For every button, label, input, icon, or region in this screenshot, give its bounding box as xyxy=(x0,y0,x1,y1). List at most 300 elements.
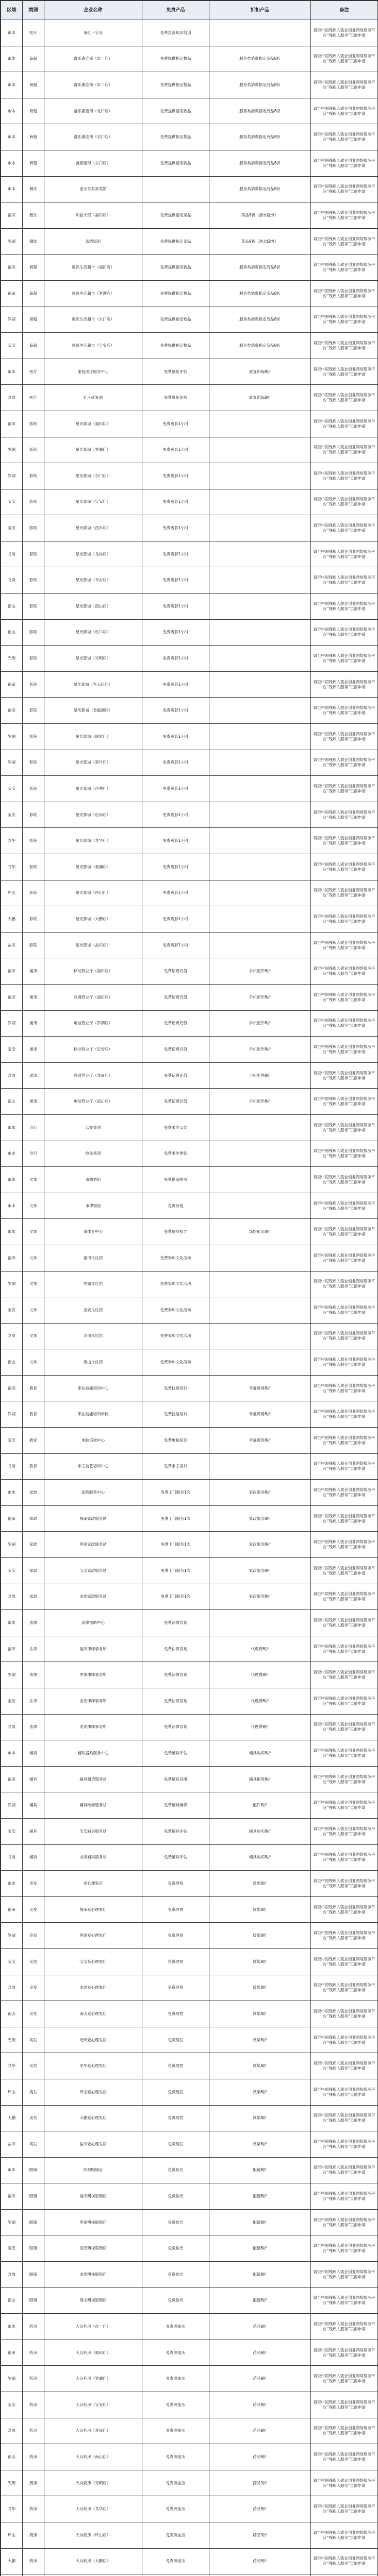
cell-region: 龙华 xyxy=(1,2496,23,2522)
cell-free-product: 免费提供指定物品 xyxy=(142,280,209,307)
cell-company: 康复医疗服务中心 xyxy=(44,359,142,385)
cell-region: 市本 xyxy=(1,2157,23,2183)
cell-discount-product: 手机配件8折 xyxy=(209,1089,311,1115)
table-row xyxy=(1,1871,378,1897)
cell-discount-product: 服务类消费指定商品8折 xyxy=(209,333,311,359)
table-row xyxy=(1,1428,378,1454)
cell-discount-product xyxy=(209,750,311,776)
cell-discount-product: 烫染8折 xyxy=(209,2105,311,2131)
cell-category: 药房 xyxy=(23,2366,44,2392)
table-row xyxy=(1,828,378,854)
cell-region: 罗湖 xyxy=(1,2366,23,2392)
cell-free-product: 免费理发 xyxy=(142,1923,209,1949)
cell-company: 星光影城（龙华店） xyxy=(44,828,142,854)
cell-region: 福田 xyxy=(1,1766,23,1792)
cell-company: 辅具租赁服务站 xyxy=(44,1766,142,1792)
cell-region: 罗湖 xyxy=(1,437,23,463)
cell-discount-product: 康复训练8折 xyxy=(209,385,311,411)
table-row xyxy=(1,228,378,255)
cell-company: 星光影城（翠竹店） xyxy=(44,750,142,776)
cell-discount-product: 辅具购买8折 xyxy=(209,1740,311,1767)
table-row xyxy=(1,1349,378,1376)
cell-discount-product xyxy=(209,828,311,854)
cell-note: 请至中国残疾人就业创业网络服务平台“残疾人服务”页面申请 xyxy=(311,489,378,515)
cell-free-product: 免费参加文化活动 xyxy=(142,1245,209,1271)
cell-discount-product xyxy=(209,1297,311,1324)
table-row xyxy=(1,1896,378,1923)
cell-free-product: 免费借阅图书 xyxy=(142,1167,209,1193)
cell-region: 宝安 xyxy=(1,1818,23,1844)
header-category: 类别 xyxy=(23,1,44,20)
table-row xyxy=(1,307,378,333)
cell-category: 影院 xyxy=(23,776,44,802)
cell-note: 请至中国残疾人就业创业网络服务平台“残疾人服务”页面申请 xyxy=(311,2418,378,2444)
cell-company: 罗湖明视眼镜店 xyxy=(44,2209,142,2235)
cell-note: 请至中国残疾人就业创业网络服务平台“残疾人服务”页面申请 xyxy=(311,1453,378,1480)
cell-free-product: 免费观影1小时 xyxy=(142,828,209,854)
cell-region: 龙岗 xyxy=(1,1975,23,2001)
cell-category: 通讯 xyxy=(23,1037,44,1063)
cell-category: 法律 xyxy=(23,1688,44,1715)
cell-free-product: 免费观影1小时 xyxy=(142,671,209,698)
cell-free-product: 免费法律咨询 xyxy=(142,1714,209,1740)
cell-category: 法律 xyxy=(23,1636,44,1662)
cell-company: 大众药房（市一店） xyxy=(44,2314,142,2340)
cell-region: 福田 xyxy=(1,1505,23,1532)
cell-company: 龙岗明视眼镜店 xyxy=(44,2262,142,2288)
cell-free-product: 免费话费充值 xyxy=(142,958,209,985)
cell-company: 大众药房（大鹏店） xyxy=(44,2548,142,2574)
cell-note: 请至中国残疾人就业创业网络服务平台“残疾人服务”页面申请 xyxy=(311,1505,378,1532)
cell-note: 请至中国残疾人就业创业网络服务平台“残疾人服务”页面申请 xyxy=(311,1636,378,1662)
cell-company: 宝安文化馆 xyxy=(44,1297,142,1324)
cell-discount-product: 场馆租用8折 xyxy=(209,1219,311,1245)
cell-category: 商超 xyxy=(23,333,44,359)
cell-category: 影院 xyxy=(23,567,44,594)
cell-region: 龙岗 xyxy=(1,1062,23,1089)
cell-free-product: 免费话费充值 xyxy=(142,1037,209,1063)
cell-free-product: 免费提供指定物品 xyxy=(142,46,209,72)
cell-note: 请至中国残疾人就业创业网络服务平台“残疾人服务”页面申请 xyxy=(311,1089,378,1115)
cell-company: 大众药房（光明店） xyxy=(44,2470,142,2496)
cell-region: 罗湖 xyxy=(1,2209,23,2235)
cell-company: 龙华爱心理发店 xyxy=(44,2053,142,2079)
cell-free-product: 免费观影1小时 xyxy=(142,750,209,776)
cell-free-product: 免费理发 xyxy=(142,2053,209,2079)
table-row xyxy=(1,2522,378,2549)
cell-discount-product: 手机配件8折 xyxy=(209,1010,311,1037)
cell-region: 市本 xyxy=(1,1871,23,1897)
cell-discount-product: 药品9折 xyxy=(209,2496,311,2522)
cell-company: 星光影城（东门店） xyxy=(44,463,142,489)
cell-category: 教育 xyxy=(23,1375,44,1401)
cell-free-product: 免费观影1小时 xyxy=(142,463,209,489)
table-row xyxy=(1,2496,378,2522)
table-row xyxy=(1,1740,378,1767)
cell-company: 大众药房（宝安店） xyxy=(44,2392,142,2418)
cell-free-product: 免费观影1小时 xyxy=(142,698,209,724)
cell-company: 辅具维修服务站 xyxy=(44,1792,142,1819)
cell-note: 请至中国残疾人就业创业网络服务平台“残疾人服务”页面申请 xyxy=(311,1844,378,1871)
cell-discount-product: 手机配件8折 xyxy=(209,1037,311,1063)
cell-discount-product xyxy=(209,1193,311,1219)
cell-company: 家政服务中心 xyxy=(44,1480,142,1506)
cell-company: 福田爱心理发店 xyxy=(44,1896,142,1923)
cell-note: 请至中国残疾人就业创业网络服务平台“残疾人服务”页面申请 xyxy=(311,2314,378,2340)
cell-note: 请至中国残疾人就业创业网络服务平台“残疾人服务”页面申请 xyxy=(311,1688,378,1715)
cell-company: 手工技艺培训中心 xyxy=(44,1453,142,1480)
table-row xyxy=(1,698,378,724)
cell-discount-product xyxy=(209,1323,311,1349)
cell-category: 美发 xyxy=(23,1896,44,1923)
cell-region: 龙岗 xyxy=(1,541,23,567)
cell-note: 请至中国残疾人就业创业网络服务平台“残疾人服务”页面申请 xyxy=(311,776,378,802)
cell-category: 商超 xyxy=(23,150,44,176)
cell-company: 龙岗文化馆 xyxy=(44,1323,142,1349)
table-row xyxy=(1,359,378,385)
cell-discount-product: 代理费8折 xyxy=(209,1636,311,1662)
cell-note: 请至中国残疾人就业创业网络服务平台“残疾人服务”页面申请 xyxy=(311,411,378,437)
cell-discount-product: 配镜8折 xyxy=(209,2235,311,2262)
cell-category: 美发 xyxy=(23,1871,44,1897)
cell-region: 福田 xyxy=(1,2183,23,2210)
table-row xyxy=(1,280,378,307)
cell-free-product: 免费参加文化活动 xyxy=(142,1349,209,1376)
cell-free-product: 免费观影1小时 xyxy=(142,515,209,541)
table-row xyxy=(1,1453,378,1480)
cell-free-product: 免费理发 xyxy=(142,1871,209,1897)
cell-note: 请至中国残疾人就业创业网络服务平台“残疾人服务”页面申请 xyxy=(311,1532,378,1558)
cell-note: 请至中国残疾人就业创业网络服务平台“残疾人服务”页面申请 xyxy=(311,671,378,698)
cell-free-product: 免费观影1小时 xyxy=(142,776,209,802)
cell-company: 坪山爱心理发店 xyxy=(44,2079,142,2105)
table-row xyxy=(1,2157,378,2183)
cell-company: 大众药房（龙岗店） xyxy=(44,2418,142,2444)
table-row xyxy=(1,1141,378,1167)
cell-category: 药房 xyxy=(23,2444,44,2470)
cell-free-product: 免费手工培训 xyxy=(142,1453,209,1480)
cell-discount-product: 代理费8折 xyxy=(209,1688,311,1715)
cell-free-product: 免费观影1小时 xyxy=(142,906,209,933)
cell-free-product: 免费理发 xyxy=(142,2027,209,2053)
cell-discount-product: 辅具购买8折 xyxy=(209,1818,311,1844)
cell-free-product: 免费上门服务1次 xyxy=(142,1480,209,1506)
cell-note: 请至中国残疾人就业创业网络服务平台“残疾人服务”页面申请 xyxy=(311,1062,378,1089)
cell-discount-product xyxy=(209,489,311,515)
cell-note: 请至中国残疾人就业创业网络服务平台“残疾人服务”页面申请 xyxy=(311,646,378,672)
cell-category: 家政 xyxy=(23,1584,44,1610)
cell-discount-product xyxy=(209,619,311,646)
table-row xyxy=(1,489,378,515)
cell-company: 星光影城（福田店） xyxy=(44,411,142,437)
table-row xyxy=(1,854,378,880)
cell-free-product: 免费提供指定菜品 xyxy=(142,202,209,229)
cell-region: 坪山 xyxy=(1,880,23,906)
cell-note: 请至中国残疾人就业创业网络服务平台“残疾人服务”页面申请 xyxy=(311,124,378,150)
cell-free-product: 免费急救知识培训 xyxy=(142,20,209,46)
cell-company: 南山明视眼镜店 xyxy=(44,2287,142,2314)
cell-note: 请至中国残疾人就业创业网络服务平台“残疾人服务”页面申请 xyxy=(311,2131,378,2158)
cell-free-product: 免费测血压 xyxy=(142,2496,209,2522)
header-note: 备注 xyxy=(311,1,378,20)
cell-discount-product: 药品9折 xyxy=(209,2366,311,2392)
cell-company: 职业技能培训学校 xyxy=(44,1401,142,1428)
table-row xyxy=(1,333,378,359)
cell-company: 蒸烧饭馆 xyxy=(44,228,142,255)
cell-company: 星光影城（蛇口店） xyxy=(44,619,142,646)
cell-company: 龙岗辅具服务站 xyxy=(44,1844,142,1871)
cell-free-product: 免费观影1小时 xyxy=(142,411,209,437)
cell-free-product: 免费理发 xyxy=(142,2105,209,2131)
cell-note: 请至中国残疾人就业创业网络服务平台“残疾人服务”页面申请 xyxy=(311,1818,378,1844)
cell-region: 罗湖 xyxy=(1,307,23,333)
cell-region: 龙岗 xyxy=(1,1584,23,1610)
cell-category: 文体 xyxy=(23,1167,44,1193)
cell-category: 教育 xyxy=(23,1428,44,1454)
table-row xyxy=(1,2209,378,2235)
cell-region: 市本 xyxy=(1,98,23,124)
cell-company: 职业技能培训中心 xyxy=(44,1375,142,1401)
cell-category: 药房 xyxy=(23,2418,44,2444)
cell-region: 龙岗 xyxy=(1,567,23,594)
cell-category: 影院 xyxy=(23,463,44,489)
cell-discount-product xyxy=(209,932,311,958)
cell-note: 请至中国残疾人就业创业网络服务平台“残疾人服务”页面申请 xyxy=(311,1714,378,1740)
cell-note: 请至中国残疾人就业创业网络服务平台“残疾人服务”页面申请 xyxy=(311,359,378,385)
cell-free-product: 免费理发 xyxy=(142,2079,209,2105)
cell-discount-product: 烫染8折 xyxy=(209,1871,311,1897)
cell-category: 影院 xyxy=(23,515,44,541)
cell-company: 宝安律师事务所 xyxy=(44,1688,142,1715)
cell-category: 影院 xyxy=(23,906,44,933)
cell-category: 家政 xyxy=(23,1558,44,1584)
cell-region: 宝安 xyxy=(1,1297,23,1324)
cell-category: 眼镜 xyxy=(23,2183,44,2210)
cell-note: 请至中国残疾人就业创业网络服务平台“残疾人服务”页面申请 xyxy=(311,20,378,46)
cell-discount-product xyxy=(209,1167,311,1193)
cell-free-product: 免费验光 xyxy=(142,2262,209,2288)
cell-region: 南山 xyxy=(1,1349,23,1376)
cell-discount-product xyxy=(209,20,311,46)
table-row xyxy=(1,1323,378,1349)
cell-region: 市本 xyxy=(1,1193,23,1219)
cell-company: 星光影城（宝安店） xyxy=(44,489,142,515)
cell-region: 市本 xyxy=(1,1610,23,1636)
cell-note: 请至中国残疾人就业创业网络服务平台“残疾人服务”页面申请 xyxy=(311,1975,378,2001)
cell-category: 眼镜 xyxy=(23,2157,44,2183)
table-row xyxy=(1,1975,378,2001)
cell-free-product: 免费辅具评估 xyxy=(142,1818,209,1844)
cell-note: 请至中国残疾人就业创业网络服务平台“残疾人服务”页面申请 xyxy=(311,1245,378,1271)
cell-category: 影院 xyxy=(23,489,44,515)
cell-free-product: 免费观影1小时 xyxy=(142,489,209,515)
cell-company: 星光影城（沙井店） xyxy=(44,776,142,802)
cell-company: 大众药房（坪山店） xyxy=(44,2522,142,2549)
cell-category: 教育 xyxy=(23,1453,44,1480)
cell-company: 盐田爱心理发店 xyxy=(44,2131,142,2158)
cell-note: 请至中国残疾人就业创业网络服务平台“残疾人服务”页面申请 xyxy=(311,880,378,906)
cell-free-product: 免费验光 xyxy=(142,2209,209,2235)
cell-note: 请至中国残疾人就业创业网络服务平台“残疾人服务”页面申请 xyxy=(311,2366,378,2392)
cell-company: 鑫乐惠连锁（市二店） xyxy=(44,72,142,98)
cell-region: 盐田 xyxy=(1,932,23,958)
cell-region: 福田 xyxy=(1,671,23,698)
table-row xyxy=(1,2444,378,2470)
cell-region: 宝安 xyxy=(1,1037,23,1063)
cell-category: 药房 xyxy=(23,2314,44,2340)
cell-company: 福田明视眼镜店 xyxy=(44,2183,142,2210)
cell-category: 影院 xyxy=(23,411,44,437)
cell-category: 影院 xyxy=(23,541,44,567)
cell-company: 电信营业厅（罗湖店） xyxy=(44,1010,142,1037)
cell-category: 眼镜 xyxy=(23,2262,44,2288)
cell-category: 影院 xyxy=(23,646,44,672)
table-row xyxy=(1,1245,378,1271)
table-row xyxy=(1,1558,378,1584)
cell-free-product: 免费理发 xyxy=(142,2131,209,2158)
cell-discount-product: 服务类消费指定商品8折 xyxy=(209,72,311,98)
cell-category: 法律 xyxy=(23,1714,44,1740)
cell-discount-product: 辅具租赁8折 xyxy=(209,1766,311,1792)
table-row xyxy=(1,906,378,933)
cell-region: 市本 xyxy=(1,359,23,385)
cell-note: 请至中国残疾人就业创业网络服务平台“残疾人服务”页面申请 xyxy=(311,2027,378,2053)
cell-company: 光明爱心理发店 xyxy=(44,2027,142,2053)
cell-region: 南山 xyxy=(1,1089,23,1115)
cell-category: 美发 xyxy=(23,2079,44,2105)
cell-note: 请至中国残疾人就业创业网络服务平台“残疾人服务”页面申请 xyxy=(311,255,378,281)
table-row xyxy=(1,880,378,906)
table-row xyxy=(1,932,378,958)
table-row xyxy=(1,20,378,46)
cell-free-product: 免费观影1小时 xyxy=(142,724,209,750)
cell-discount-product xyxy=(209,698,311,724)
table-row xyxy=(1,437,378,463)
cell-region: 宝安 xyxy=(1,489,23,515)
cell-category: 药房 xyxy=(23,2340,44,2366)
cell-free-product: 免费参加文化活动 xyxy=(142,1271,209,1297)
cell-discount-product: 烫染8折 xyxy=(209,1896,311,1923)
cell-note: 请至中国残疾人就业创业网络服务平台“残疾人服务”页面申请 xyxy=(311,932,378,958)
cell-category: 影院 xyxy=(23,750,44,776)
cell-free-product: 免费验光 xyxy=(142,2183,209,2210)
cell-discount-product: 服务类消费指定商品8折 xyxy=(209,176,311,202)
cell-discount-product: 考证费用8折 xyxy=(209,1375,311,1401)
cell-region: 宝安 xyxy=(1,776,23,802)
cell-free-product: 免费验光 xyxy=(142,2287,209,2314)
cell-company: 大众药房（福田店） xyxy=(44,2340,142,2366)
cell-company: 大众药房（罗湖店） xyxy=(44,2366,142,2392)
cell-company: 罗湖爱心理发店 xyxy=(44,1923,142,1949)
cell-free-product: 免费参加文化活动 xyxy=(142,1323,209,1349)
cell-free-product: 免费康复评估 xyxy=(142,359,209,385)
cell-region: 罗湖 xyxy=(1,228,23,255)
cell-discount-product: 药品9折 xyxy=(209,2418,311,2444)
cell-region: 南山 xyxy=(1,594,23,620)
table-row xyxy=(1,2287,378,2314)
cell-company: 移动营业厅（福田店） xyxy=(44,958,142,985)
cell-free-product: 免费提供指定物品 xyxy=(142,255,209,281)
cell-free-product: 免费辅具维修 xyxy=(142,1792,209,1819)
cell-free-product: 免费验光 xyxy=(142,2235,209,2262)
cell-note: 请至中国残疾人就业创业网络服务平台“残疾人服务”页面申请 xyxy=(311,958,378,985)
cell-company: 电信营业厅（南山店） xyxy=(44,1089,142,1115)
cell-category: 辅具 xyxy=(23,1766,44,1792)
cell-discount-product: 手机配件8折 xyxy=(209,984,311,1010)
table-row xyxy=(1,2366,378,2392)
cell-discount-product xyxy=(209,906,311,933)
table-row xyxy=(1,385,378,411)
cell-discount-product: 服务类消费指定商品8折 xyxy=(209,124,311,150)
table-row xyxy=(1,98,378,124)
cell-free-product: 免费测血压 xyxy=(142,2522,209,2549)
cell-note: 请至中国残疾人就业创业网络服务平台“残疾人服务”页面申请 xyxy=(311,2079,378,2105)
cell-category: 美发 xyxy=(23,2027,44,2053)
cell-discount-product: 配镜8折 xyxy=(209,2157,311,2183)
cell-free-product: 免费话费充值 xyxy=(142,984,209,1010)
cell-discount-product: 药品9折 xyxy=(209,2548,311,2574)
cell-region: 盐田 xyxy=(1,2131,23,2158)
cell-region: 大鹏 xyxy=(1,906,23,933)
table-row xyxy=(1,1688,378,1715)
cell-note: 请至中国残疾人就业创业网络服务平台“残疾人服务”页面申请 xyxy=(311,1271,378,1297)
cell-category: 辅具 xyxy=(23,1818,44,1844)
table-row xyxy=(1,1662,378,1688)
table-row xyxy=(1,541,378,567)
cell-note: 请至中国残疾人就业创业网络服务平台“残疾人服务”页面申请 xyxy=(311,333,378,359)
cell-region: 罗湖 xyxy=(1,724,23,750)
table-row xyxy=(1,1714,378,1740)
cell-discount-product: 药品9折 xyxy=(209,2522,311,2549)
cell-note: 请至中国残疾人就业创业网络服务平台“残疾人服务”页面申请 xyxy=(311,619,378,646)
cell-category: 教育 xyxy=(23,1401,44,1428)
cell-free-product: 免费技能培训 xyxy=(142,1401,209,1428)
cell-note: 请至中国残疾人就业创业网络服务平台“残疾人服务”页面申请 xyxy=(311,1766,378,1792)
cell-company: 联通营业厅（龙岗店） xyxy=(44,1062,142,1089)
cell-free-product: 免费提供指定物品 xyxy=(142,333,209,359)
cell-region: 市本 xyxy=(1,46,23,72)
cell-region: 罗湖 xyxy=(1,1010,23,1037)
cell-discount-product xyxy=(209,646,311,672)
cell-company: 老字号家常菜馆 xyxy=(44,176,142,202)
cell-region: 福田 xyxy=(1,1636,23,1662)
cell-free-product: 免费话费充值 xyxy=(142,1089,209,1115)
cell-free-product: 免费辅具评估 xyxy=(142,1740,209,1767)
table-row xyxy=(1,1792,378,1819)
cell-region: 龙岗 xyxy=(1,1714,23,1740)
cell-company: 惠民生活超市（东门店） xyxy=(44,307,142,333)
cell-note: 请至中国残疾人就业创业网络服务平台“残疾人服务”页面申请 xyxy=(311,984,378,1010)
cell-company: 福田家政服务站 xyxy=(44,1505,142,1532)
cell-region: 罗湖 xyxy=(1,1401,23,1428)
cell-note: 请至中国残疾人就业创业网络服务平台“残疾人服务”页面申请 xyxy=(311,2340,378,2366)
cell-company: 星光影城（南山店） xyxy=(44,594,142,620)
cell-company: 市红十字会 xyxy=(44,20,142,46)
cell-region: 福田 xyxy=(1,280,23,307)
cell-free-product: 免费测血压 xyxy=(142,2470,209,2496)
table-row xyxy=(1,2027,378,2053)
cell-discount-product xyxy=(209,567,311,594)
header-company: 企业名称 xyxy=(44,1,142,20)
cell-note: 请至中国残疾人就业创业网络服务平台“残疾人服务”页面申请 xyxy=(311,1584,378,1610)
cell-free-product: 免费观影1小时 xyxy=(142,880,209,906)
cell-region: 罗湖 xyxy=(1,1532,23,1558)
table-row xyxy=(1,2001,378,2027)
cell-discount-product xyxy=(209,1610,311,1636)
cell-note: 请至中国残疾人就业创业网络服务平台“残疾人服务”页面申请 xyxy=(311,1114,378,1141)
cell-category: 影院 xyxy=(23,802,44,828)
cell-discount-product: 烫染8折 xyxy=(209,2053,311,2079)
